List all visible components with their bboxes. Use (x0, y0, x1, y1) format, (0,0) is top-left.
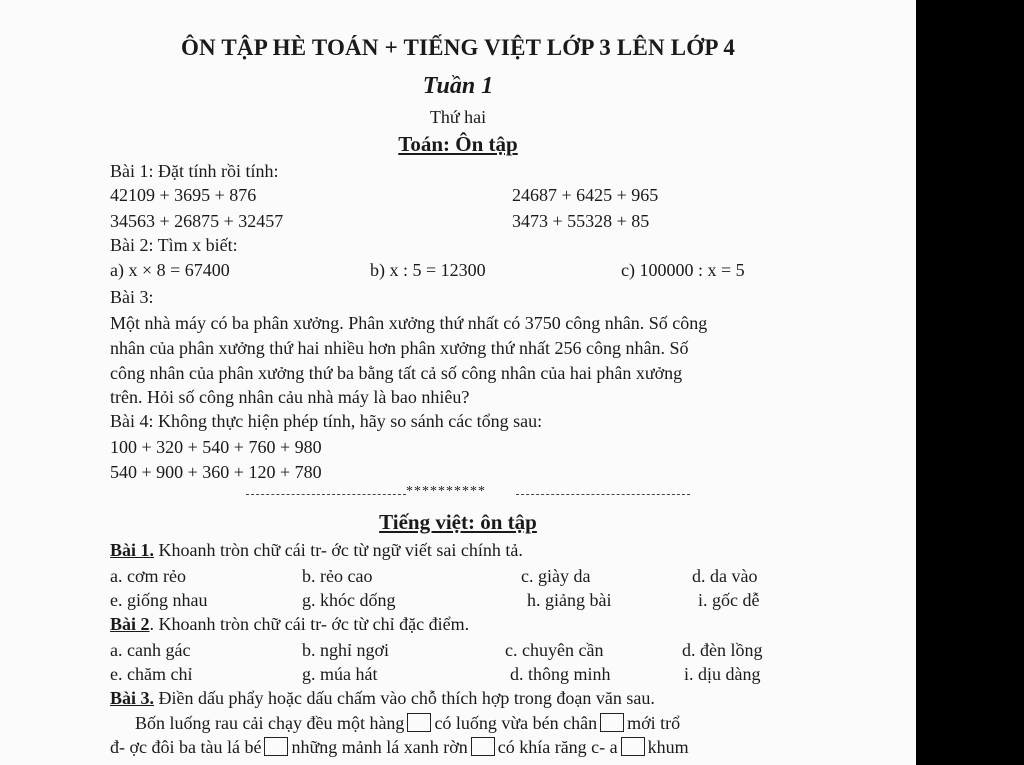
viet-bai2-option: c. chuyên cần (505, 640, 604, 660)
passage-segment: khum (647, 737, 689, 757)
answer-box[interactable] (600, 713, 624, 732)
passage-segment: đ- ợc đôi ba tàu lá bé (110, 737, 262, 757)
math-bai1-expr: 3473 + 55328 + 85 (512, 211, 650, 231)
day-label: Thứ hai (429, 107, 487, 127)
viet-bai1-option: a. cơm rẻo (110, 566, 186, 586)
math-bai2-item: c) 100000 : x = 5 (621, 260, 745, 280)
math-bai2-item: a) x × 8 = 67400 (110, 260, 230, 280)
viet-bai1-option: i. gốc dễ (698, 590, 760, 610)
viet-bai1-number: Bài 1. (110, 540, 155, 560)
viet-bai2-instruction (110, 614, 469, 634)
math-bai3-text-line: công nhân của phân xưởng thứ ba bằng tất cả số công nhân của hai phân xưởng (110, 363, 683, 383)
math-bai2-item: b) x : 5 = 12300 (370, 260, 486, 280)
math-bai4-label: Bài 4: Không thực hiện phép tính, hãy so sánh các tổng sau: (110, 411, 543, 431)
viet-bai2-number: Bài 2 (110, 614, 150, 634)
math-bai4-expr: 100 + 320 + 540 + 760 + 980 (110, 437, 322, 457)
passage-segment: có khía răng c- a (497, 737, 618, 757)
viet-bai2-text: . Khoanh tròn chữ cái tr- ớc từ chỉ đặc điểm. (149, 614, 470, 634)
viet-bai1-option: h. giảng bài (527, 590, 612, 610)
viet-bai1-option: g. khóc dống (302, 590, 396, 610)
vietnamese-heading: Tiếng việt: ôn tập (379, 510, 537, 534)
answer-box[interactable] (407, 713, 431, 732)
viet-bai3-instruction (110, 688, 655, 708)
answer-box[interactable] (471, 737, 495, 756)
passage-segment: mới trổ (627, 713, 681, 733)
passage-segment: Bốn luống rau cải chạy đều một hàng (135, 713, 405, 733)
viet-bai2-option: g. múa hát (302, 664, 378, 684)
page-title: ÔN TẬP HÈ TOÁN + TIẾNG VIỆT LỚP 3 LÊN LỚP 4 (180, 35, 736, 60)
viet-bai1-option: d. da vào (692, 566, 758, 586)
section-divider-right (516, 494, 690, 495)
passage-segment: những mảnh lá xanh rờn (291, 737, 468, 757)
math-bai1-expr: 42109 + 3695 + 876 (110, 185, 257, 205)
viet-bai1-option: b. rẻo cao (302, 566, 373, 586)
math-bai3-text-line: trên. Hỏi số công nhân cảu nhà máy là bao nhiêu? (110, 387, 470, 407)
viet-bai1-text: Khoanh tròn chữ cái tr- ớc từ ngữ viết sai chính tả. (154, 540, 523, 560)
math-bai1-expr: 24687 + 6425 + 965 (512, 185, 659, 205)
viet-bai3-passage-line (110, 737, 689, 757)
viet-bai2-option: d. thông minh (510, 664, 611, 684)
viet-bai2-option: i. dịu dàng (684, 664, 761, 684)
math-bai3-text-line: Một nhà máy có ba phân xưởng. Phân xưởng thứ nhất có 3750 công nhân. Số công (110, 313, 708, 333)
viet-bai1-option: e. giống nhau (110, 590, 208, 610)
week-label: Tuần 1 (422, 73, 494, 99)
section-divider-stars: ********** (406, 484, 486, 499)
answer-box[interactable] (264, 737, 288, 756)
viet-bai3-text: Điền dấu phẩy hoặc dấu chấm vào chỗ thích hợp trong đoạn văn sau. (154, 688, 655, 708)
math-bai4-expr: 540 + 900 + 360 + 120 + 780 (110, 462, 322, 482)
math-heading: Toán: Ôn tập (398, 132, 518, 156)
section-divider-left (246, 494, 406, 495)
math-bai3-label: Bài 3: (110, 287, 154, 307)
viet-bai2-option: d. đèn lồng (682, 640, 763, 660)
math-bai2-label: Bài 2: Tìm x biết: (110, 235, 238, 255)
viet-bai1-instruction (110, 540, 523, 560)
passage-segment: có luống vừa bén chân (434, 713, 598, 733)
answer-box[interactable] (621, 737, 645, 756)
viet-bai2-option: b. nghỉ ngơi (302, 640, 390, 660)
viet-bai2-option: e. chăm chỉ (110, 664, 193, 684)
math-bai1-expr: 34563 + 26875 + 32457 (110, 211, 284, 231)
viet-bai1-option: c. giày da (521, 566, 591, 586)
viet-bai2-option: a. canh gác (110, 640, 191, 660)
math-bai3-text-line: nhân của phân xưởng thứ hai nhiều hơn phân xưởng thứ nhất 256 công nhân. Số (110, 338, 689, 358)
math-bai1-label: Bài 1: Đặt tính rồi tính: (110, 161, 279, 181)
viet-bai3-passage-line (135, 713, 680, 733)
viet-bai3-number: Bài 3. (110, 688, 155, 708)
